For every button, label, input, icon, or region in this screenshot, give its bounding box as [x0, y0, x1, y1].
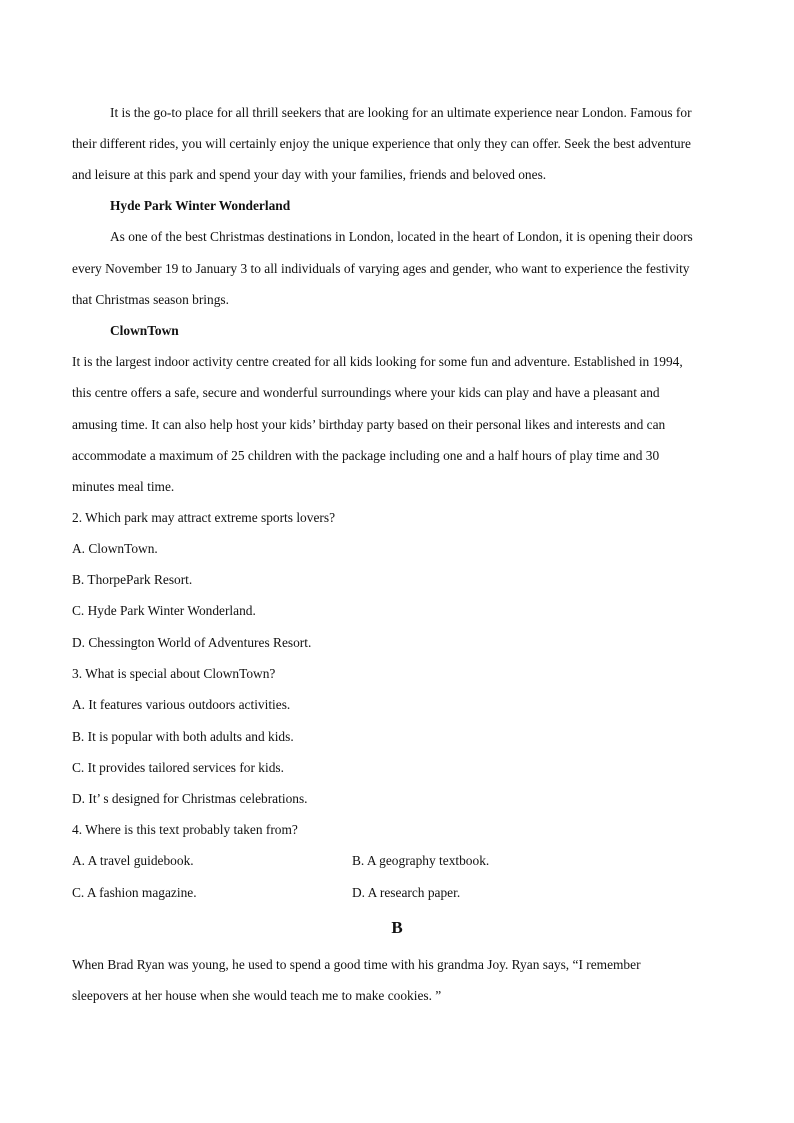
question-3-option-c: C. It provides tailored services for kids.: [72, 760, 284, 775]
question-2-stem: 2. Which park may attract extreme sports lovers?: [72, 510, 336, 525]
clown-para-line-1: It is the largest indoor activity centre created for all kids looking for some fun and adventure. Established in 1994,: [72, 354, 683, 369]
question-2-option-d: D. Chessington World of Adventures Resort.: [72, 635, 312, 650]
question-4-option-d: D. A research paper.: [352, 885, 461, 900]
section-b-heading: B: [391, 918, 403, 937]
clowntown-heading: ClownTown: [110, 323, 179, 338]
clown-para-line-3: amusing time. It can also help host your kids’ birthday party based on their personal likes and interests and can: [72, 417, 666, 432]
hyde-para-line-3: that Christmas season brings.: [72, 292, 229, 307]
hyde-para-line-2: every November 19 to January 3 to all individuals of varying ages and gender, who want to experience the festivity: [72, 261, 690, 276]
thorpe-para-line-2: their different rides, you will certainly enjoy the unique experience that only they can offer. Seek the best adventure: [72, 136, 691, 151]
question-3-option-b: B. It is popular with both adults and kids.: [72, 729, 294, 744]
question-3-option-a: A. It features various outdoors activities.: [72, 697, 291, 712]
passage-b-line-1: When Brad Ryan was young, he used to spend a good time with his grandma Joy. Ryan says, “I remember: [72, 957, 641, 972]
question-4-stem: 4. Where is this text probably taken from?: [72, 822, 298, 837]
question-4-option-b: B. A geography textbook.: [352, 853, 490, 868]
question-2-option-b: B. ThorpePark Resort.: [72, 572, 193, 587]
thorpe-para-line-3: and leisure at this park and spend your day with your families, friends and beloved ones.: [72, 167, 547, 182]
passage-b-line-2: sleepovers at her house when she would teach me to make cookies. ”: [72, 988, 442, 1003]
question-2-option-c: C. Hyde Park Winter Wonderland.: [72, 603, 256, 618]
question-4-option-a: A. A travel guidebook.: [72, 853, 194, 868]
clown-para-line-4: accommodate a maximum of 25 children with the package including one and a half hours of play time and 30: [72, 448, 660, 463]
clown-para-line-5: minutes meal time.: [72, 479, 175, 494]
question-3-stem: 3. What is special about ClownTown?: [72, 666, 276, 681]
clown-para-line-2: this centre offers a safe, secure and wonderful surroundings where your kids can play and have a pleasant and: [72, 385, 660, 400]
question-3-option-d: D. It’ s designed for Christmas celebrations.: [72, 791, 308, 806]
hyde-park-heading: Hyde Park Winter Wonderland: [110, 198, 291, 213]
hyde-para-line-1: As one of the best Christmas destinations in London, located in the heart of London, it is opening their doors: [110, 229, 693, 244]
question-2-option-a: A. ClownTown.: [72, 541, 158, 556]
thorpe-para-line-1: It is the go-to place for all thrill seekers that are looking for an ultimate experience near London. Famous for: [110, 105, 692, 120]
question-4-option-c: C. A fashion magazine.: [72, 885, 197, 900]
